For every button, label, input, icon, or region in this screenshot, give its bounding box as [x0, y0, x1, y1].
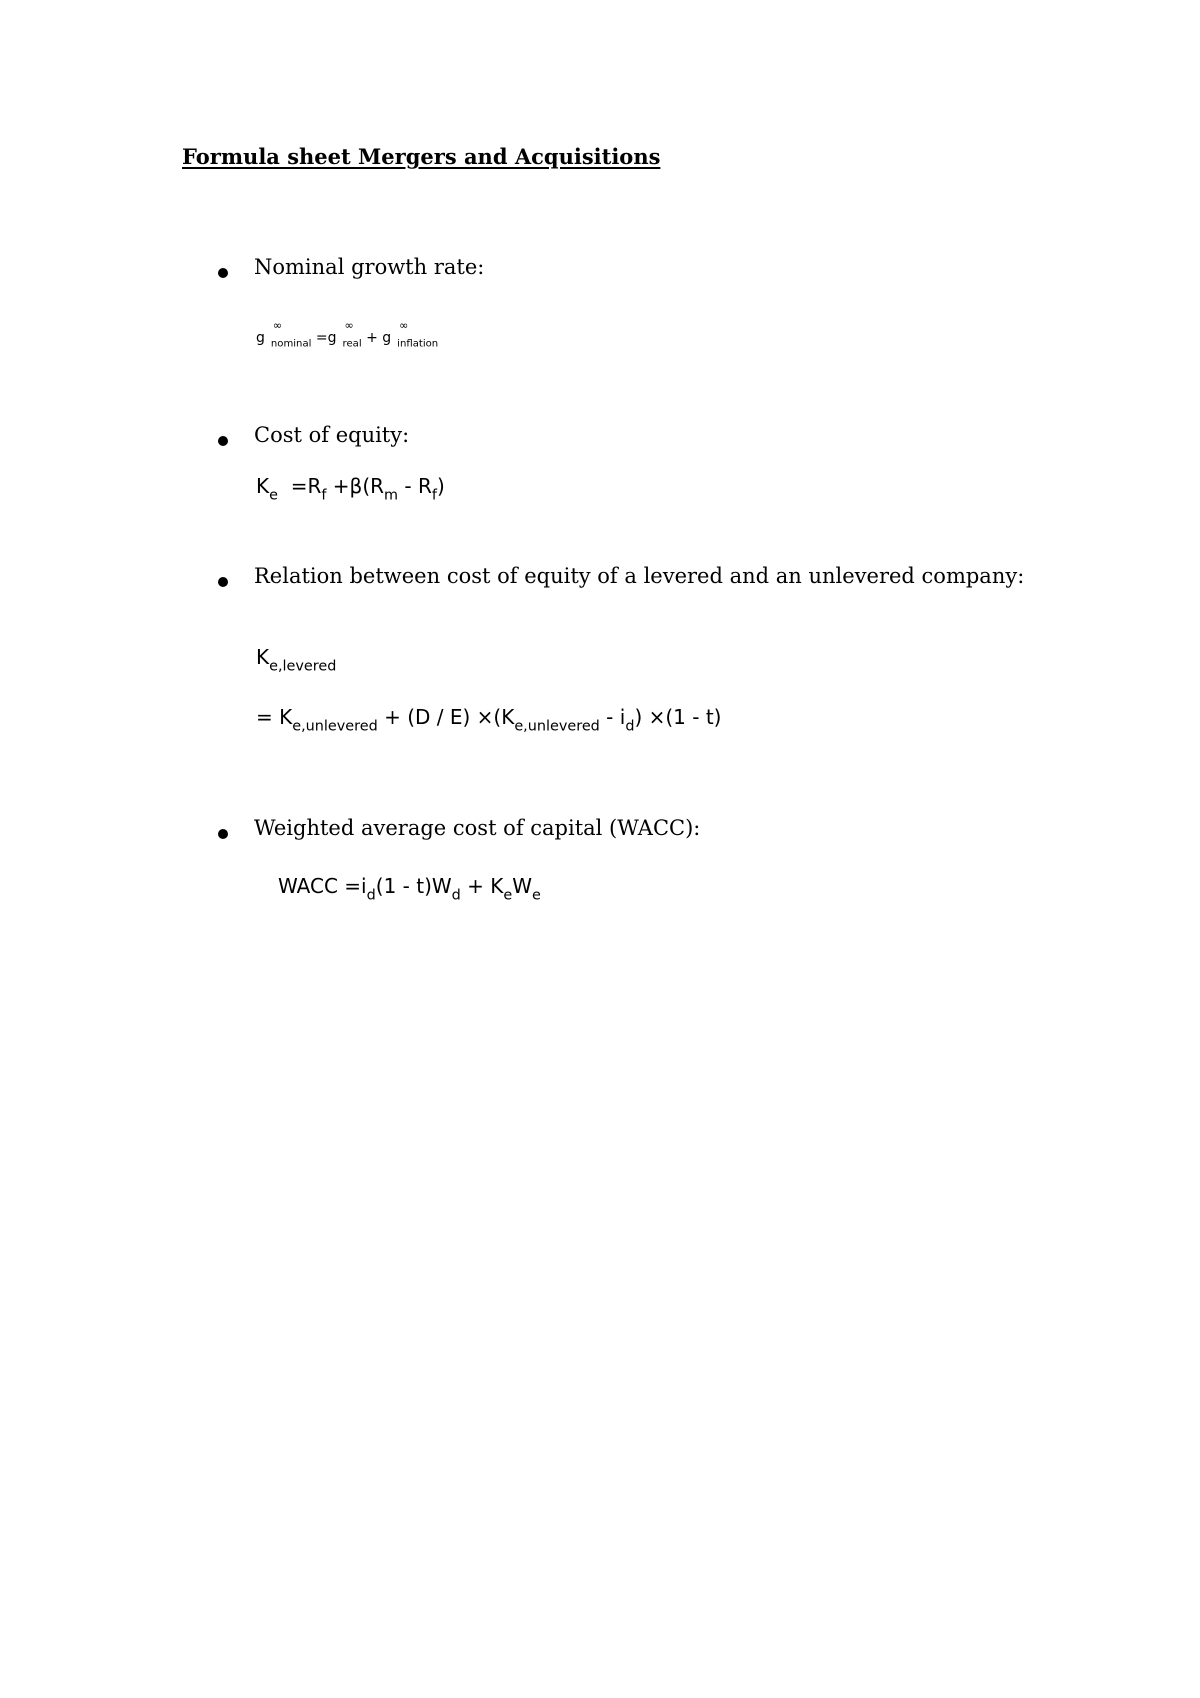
formula-symbol: (1 - t)W: [375, 874, 452, 898]
formula-symbol: - i: [606, 705, 626, 729]
infinity-icon: ∞: [272, 319, 283, 333]
formula-subscript: e: [269, 487, 278, 504]
formula-subscript: e,unlevered: [292, 718, 378, 735]
formula-operator: +: [366, 330, 378, 346]
section-heading-equity: Cost of equity:: [254, 423, 410, 447]
formula-subscript: e,unlevered: [514, 718, 600, 735]
formula-subscript: inflation: [397, 338, 439, 350]
formula-symbol: g: [256, 330, 265, 346]
formula-subscript: d: [625, 718, 635, 735]
formula-subscript: f: [431, 487, 437, 504]
bullet-icon: [218, 829, 228, 839]
formula-subscript: m: [384, 487, 399, 504]
bullet-icon: [218, 268, 228, 278]
section-heading-growth: Nominal growth rate:: [254, 255, 485, 279]
formula-wacc: [278, 874, 541, 903]
formula-subscript-group: [342, 319, 362, 350]
formula-levered-lhs: [256, 645, 336, 674]
formula-subscript: f: [321, 487, 327, 504]
formula-symbol: = K: [256, 705, 293, 729]
formula-subscript-group: [270, 319, 312, 350]
formula-operator: =: [315, 330, 328, 346]
formula-symbol: K: [256, 474, 270, 498]
formula-symbol: - R: [404, 474, 432, 498]
infinity-icon: ∞: [399, 319, 409, 333]
formula-symbol: WACC =i: [278, 874, 367, 898]
document-title: Formula sheet Mergers and Acquisitions: [182, 144, 661, 169]
formula-subscript: real: [342, 338, 362, 350]
formula-subscript: d: [451, 887, 461, 904]
formula-symbol: g: [327, 330, 337, 346]
formula-subscript: e,levered: [269, 658, 337, 675]
formula-symbol: ) ×(1 - t): [634, 705, 722, 729]
infinity-icon: ∞: [344, 319, 354, 333]
formula-levered-rhs: [256, 705, 721, 734]
section-heading-levered: Relation between cost of equity of a levered and an unlevered company:: [254, 564, 1025, 588]
formula-symbol: + (D / E) ×(K: [384, 705, 515, 729]
formula-symbol: ): [436, 474, 445, 498]
formula-symbol: +β(R: [332, 474, 385, 498]
formula-subscript: e: [503, 887, 513, 904]
formula-symbol: =R: [290, 474, 322, 498]
formula-symbol: K: [256, 645, 270, 669]
bullet-icon: [218, 577, 228, 587]
formula-subscript: d: [366, 887, 376, 904]
formula-subscript: e: [532, 887, 541, 904]
section-heading-wacc: Weighted average cost of capital (WACC):: [254, 816, 701, 840]
bullet-icon: [218, 436, 228, 446]
formula-subscript-group: [397, 319, 439, 350]
formula-symbol: g: [382, 330, 392, 346]
formula-symbol: W: [512, 874, 533, 898]
formula-symbol: + K: [467, 874, 504, 898]
formula-nominal-growth: [256, 319, 439, 350]
formula-cost-of-equity: [256, 474, 445, 503]
formula-subscript: nominal: [270, 338, 312, 350]
